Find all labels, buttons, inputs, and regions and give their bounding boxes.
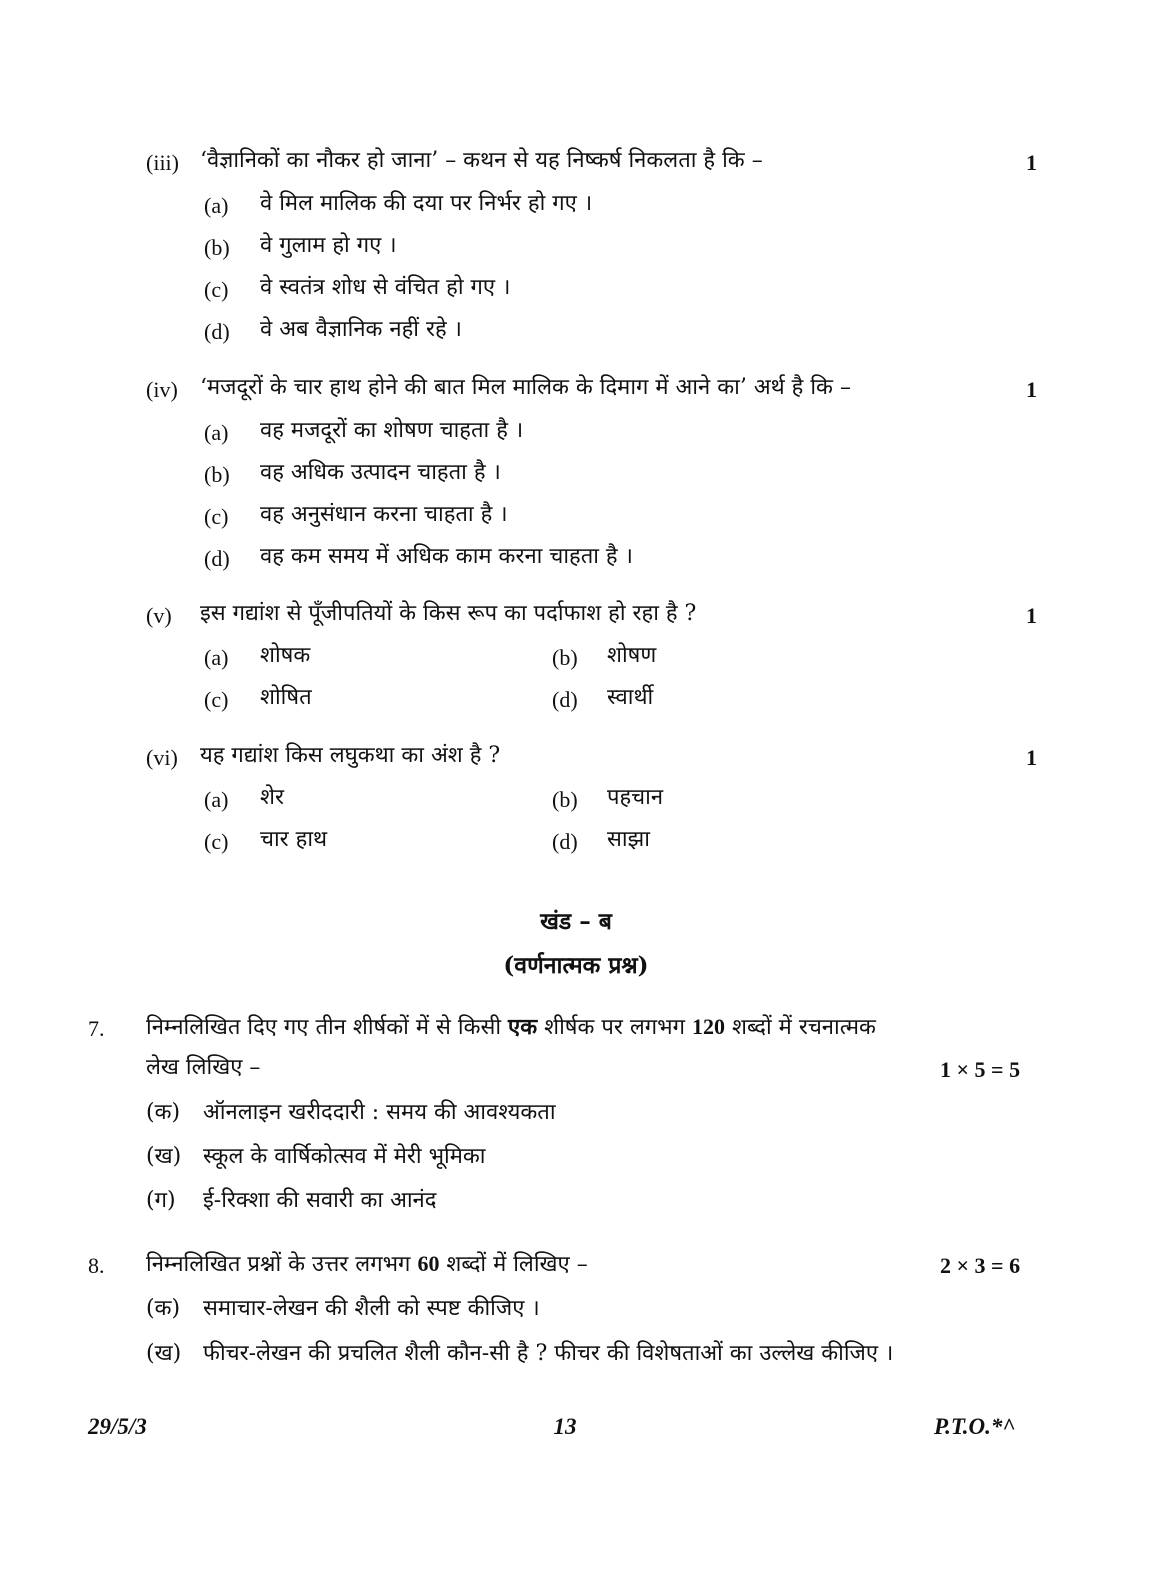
question-marks-v: 1: [1026, 603, 1037, 628]
option-text: शोषण: [607, 643, 657, 668]
option-label: (d): [204, 546, 230, 571]
question-text-v: इस गद्यांश से पूँजीपतियों के किस रूप का पर्दाफाश हो रहा है ?: [200, 601, 697, 626]
question-number-7: 7.: [88, 1016, 105, 1041]
option-text: शोषित: [260, 685, 312, 710]
option-label: (c): [204, 687, 229, 712]
option-label: (b): [552, 787, 578, 812]
option-text: ऑनलाइन खरीददारी : समय की आवश्यकता: [203, 1100, 556, 1125]
option-text: फीचर-लेखन की प्रचलित शैली कौन-सी है ? फीचर की विशेषताओं का उल्लेख कीजिए ।: [203, 1341, 894, 1366]
footer-pto: P.T.O.*^: [934, 1414, 1016, 1439]
q7-text-part: शब्दों में रचनात्मक: [725, 1015, 876, 1040]
option-text: साझा: [607, 827, 650, 852]
question-marks-iv: 1: [1026, 377, 1037, 402]
option-text: ई-रिक्शा की सवारी का आनंद: [203, 1188, 437, 1213]
option-text: वह कम समय में अधिक काम करना चाहता है ।: [260, 544, 633, 569]
option-label: (d): [552, 829, 578, 854]
question-marks-7: 1 × 5 = 5: [940, 1057, 1021, 1082]
option-text: वह अनुसंधान करना चाहता है ।: [260, 502, 508, 527]
option-label: (ख): [146, 1144, 182, 1169]
option-label: (c): [204, 277, 229, 302]
option-label: (b): [552, 645, 578, 670]
question-number-v: (v): [146, 603, 172, 628]
question-text-7-line2: लेख लिखिए –: [146, 1055, 261, 1080]
option-text: वे गुलाम हो गए ।: [260, 233, 397, 258]
section-title: खंड – ब: [540, 908, 612, 935]
option-text: पहचान: [607, 785, 664, 810]
question-text-7-line1: [146, 1012, 876, 1043]
question-marks-vi: 1: [1026, 745, 1037, 770]
q8-text-part: निम्नलिखित प्रश्नों के उत्तर लगभग: [146, 1252, 418, 1277]
option-label: (c): [204, 829, 229, 854]
question-text-8: [146, 1249, 588, 1280]
q7-text-part: शीर्षक पर लगभग: [537, 1015, 693, 1040]
question-marks-iii: 1: [1026, 150, 1037, 175]
option-label: (a): [204, 193, 229, 218]
option-label: (क): [146, 1100, 181, 1125]
question-marks-8: 2 × 3 = 6: [940, 1253, 1021, 1278]
option-text: शोषक: [260, 643, 311, 668]
option-label: (d): [204, 319, 230, 344]
option-text: वे स्वतंत्र शोध से वंचित हो गए ।: [260, 275, 511, 300]
option-text: वह अधिक उत्पादन चाहता है ।: [260, 460, 501, 485]
option-label: (b): [204, 235, 230, 260]
option-text: वे अब वैज्ञानिक नहीं रहे ।: [260, 317, 463, 342]
option-label: (ख): [146, 1341, 182, 1366]
section-subtitle: (वर्णनात्मक प्रश्न): [503, 952, 649, 979]
option-label: (a): [204, 787, 229, 812]
q7-text-part: निम्नलिखित दिए गए तीन शीर्षकों में से किसी: [146, 1015, 509, 1040]
footer-page-number: 13: [553, 1414, 577, 1439]
option-label: (b): [204, 462, 230, 487]
q7-word-count: 120: [692, 1014, 726, 1039]
footer-paper-code: 29/5/3: [88, 1414, 147, 1439]
option-text: शेर: [260, 785, 284, 810]
option-text: स्कूल के वार्षिकोत्सव में मेरी भूमिका: [203, 1144, 486, 1169]
question-number-8: 8.: [88, 1253, 105, 1278]
option-label: (a): [204, 645, 229, 670]
q8-text-part: शब्दों में लिखिए –: [439, 1252, 588, 1277]
q7-text-emphasis: एक: [508, 1014, 538, 1040]
q8-word-count: 60: [417, 1251, 440, 1276]
option-text: समाचार-लेखन की शैली को स्पष्ट कीजिए ।: [203, 1296, 540, 1321]
option-label: (d): [552, 687, 578, 712]
option-text: चार हाथ: [260, 827, 328, 852]
option-label: (ग): [146, 1188, 176, 1213]
option-label: (क): [146, 1296, 181, 1321]
option-text: वे मिल मालिक की दया पर निर्भर हो गए ।: [260, 191, 593, 216]
option-label: (c): [204, 504, 229, 529]
option-text: स्वार्थी: [607, 685, 654, 710]
question-number-iii: (iii): [146, 150, 179, 175]
option-label: (a): [204, 420, 229, 445]
question-number-iv: (iv): [146, 377, 178, 402]
question-text-iv: ‘मजदूरों के चार हाथ होने की बात मिल मालिक के दिमाग में आने का’ अर्थ है कि –: [200, 375, 851, 400]
option-text: वह मजदूरों का शोषण चाहता है ।: [260, 418, 524, 443]
question-text-iii: ‘वैज्ञानिकों का नौकर हो जाना’ – कथन से यह निष्कर्ष निकलता है कि –: [200, 148, 763, 173]
question-number-vi: (vi): [146, 745, 178, 770]
question-text-vi: यह गद्यांश किस लघुकथा का अंश है ?: [200, 743, 501, 768]
